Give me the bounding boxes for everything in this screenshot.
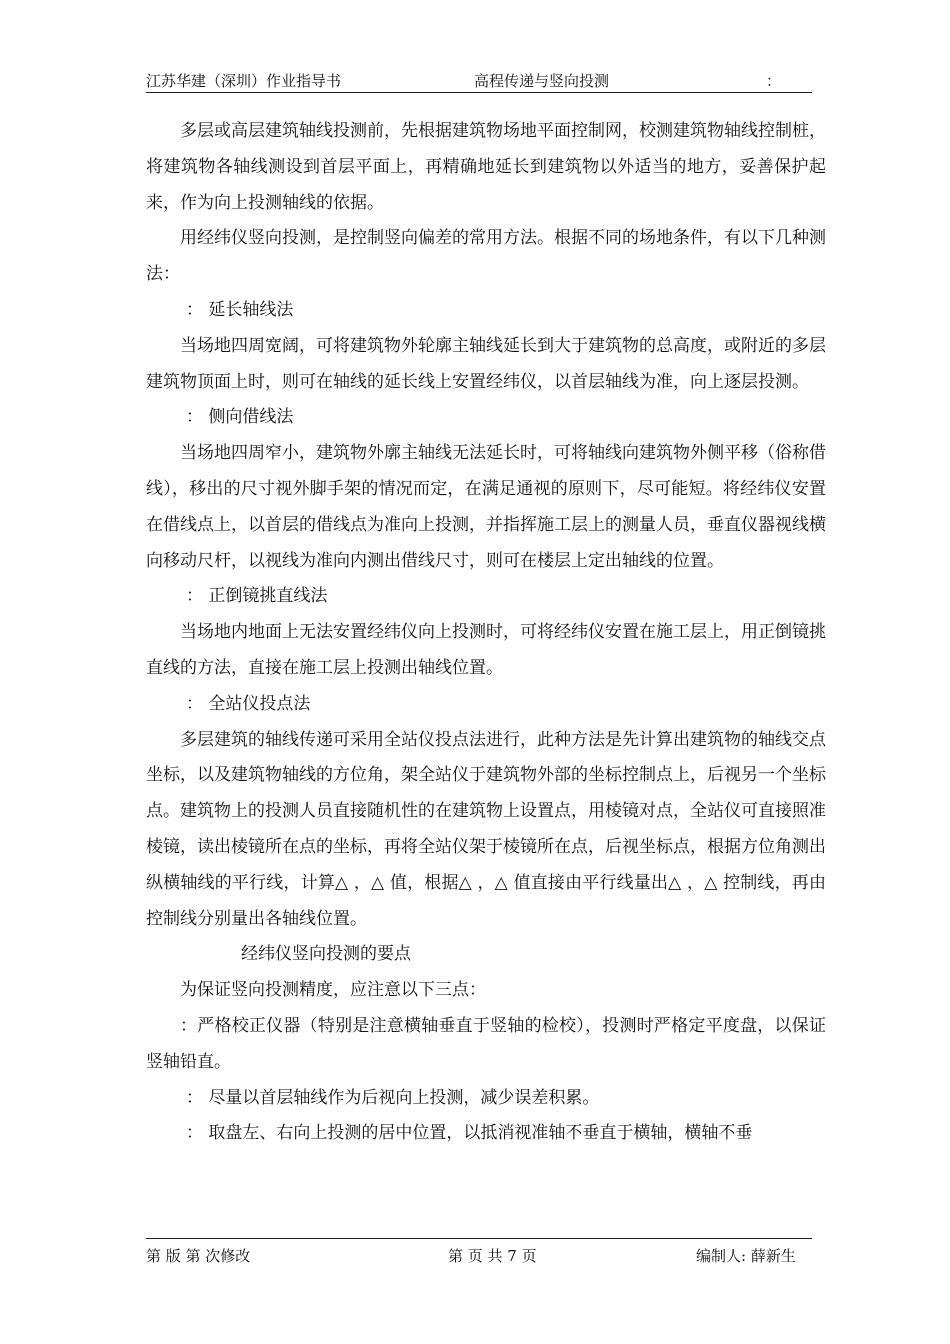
list-item: ： 尽量以首层轴线作为后视向上投测，减少误差积累。	[186, 1087, 600, 1108]
footer-revision: 第 版 第 次修改	[146, 1247, 251, 1265]
section-heading: 经纬仪竖向投测的要点	[241, 944, 411, 965]
list-item: ：严格校正仪器（特别是注意横轴垂直于竖轴的检校），投测时严格定平度盘，以保证竖轴铅直。	[146, 1015, 826, 1072]
method-heading: ： 正倒镜挑直线法	[186, 586, 328, 607]
footer-author: 编制人: 薛新生	[696, 1247, 796, 1265]
paragraph: 当场地四周宽阔，可将建筑物外轮廓主轴线延长到大于建筑物的总高度，或附近的多层建筑物顶面上时，则可在轴线的延长线上安置经纬仪，以首层轴线为准，向上逐层投测。	[146, 335, 826, 392]
header-right-mark: ：	[766, 72, 782, 90]
document-body	[146, 114, 826, 1152]
header-company: 江苏华建（深圳）作业指导书	[146, 72, 342, 90]
paragraph: 当场地内地面上无法安置经纬仪向上投测时，可将经纬仪安置在施工层上，用正倒镜挑直线的方法，直接在施工层上投测出轴线位置。	[146, 622, 826, 678]
page-header	[146, 70, 812, 93]
paragraph: 多层或高层建筑轴线投测前，先根据建筑物场地平面控制网，校测建筑物轴线控制桩，将建筑物各轴线测设到首层平面上，再精确地延长到建筑物以外适当的地方，妥善保护起来，作为向上投测轴线的依据。	[146, 121, 826, 213]
paragraph: 当场地四周窄小，建筑物外廓主轴线无法延长时，可将轴线向建筑物外侧平移（俗称借线），移出的尺寸视外脚手架的情况而定，在满足通视的原则下，尽可能短。将经纬仪安置在借线点上，以首层的借线点为准向上投测，并指挥施工层上的测量人员，垂直仪器视线横向移动尺杆，以视线为准向内测出借线尺寸，则可在楼层上定出轴线的位置。	[146, 443, 826, 571]
method-heading: ： 全站仪投点法	[186, 693, 311, 714]
header-title: 高程传递与竖向投测	[474, 72, 610, 90]
method-heading: ： 侧向借线法	[186, 407, 294, 428]
paragraph: 为保证竖向投测精度，应注意以下三点：	[180, 980, 486, 1001]
page-footer	[146, 1238, 812, 1267]
paragraph: 用经纬仪竖向投测，是控制竖向偏差的常用方法。根据不同的场地条件，有以下几种测法：	[146, 228, 826, 285]
footer-page-number: 第 页 共 7 页	[448, 1247, 537, 1265]
method-heading: ： 延长轴线法	[186, 299, 294, 320]
list-item: ： 取盘左、右向上投测的居中位置，以抵消视准轴不垂直于横轴，横轴不垂	[186, 1123, 753, 1144]
paragraph: 多层建筑的轴线传递可采用全站仪投点法进行，此种方法是先计算出建筑物的轴线交点坐标，以及建筑物轴线的方位角，架全站仪于建筑物外部的坐标控制点上，后视另一个坐标点。建筑物上的投测人员直接随机性的在建筑物上设置点，用棱镜对点，全站仪可直接照准棱镜，读出棱镜所在点的坐标，再将全站仪架于棱镜所在点，后视坐标点，根据方位角测出纵横轴线的平行线，计算△ ，△ 值，根据△ ，△ 值直接由平行线量出△ ，△ 控制线，再由控制线分别量出各轴线位置。	[146, 729, 826, 929]
